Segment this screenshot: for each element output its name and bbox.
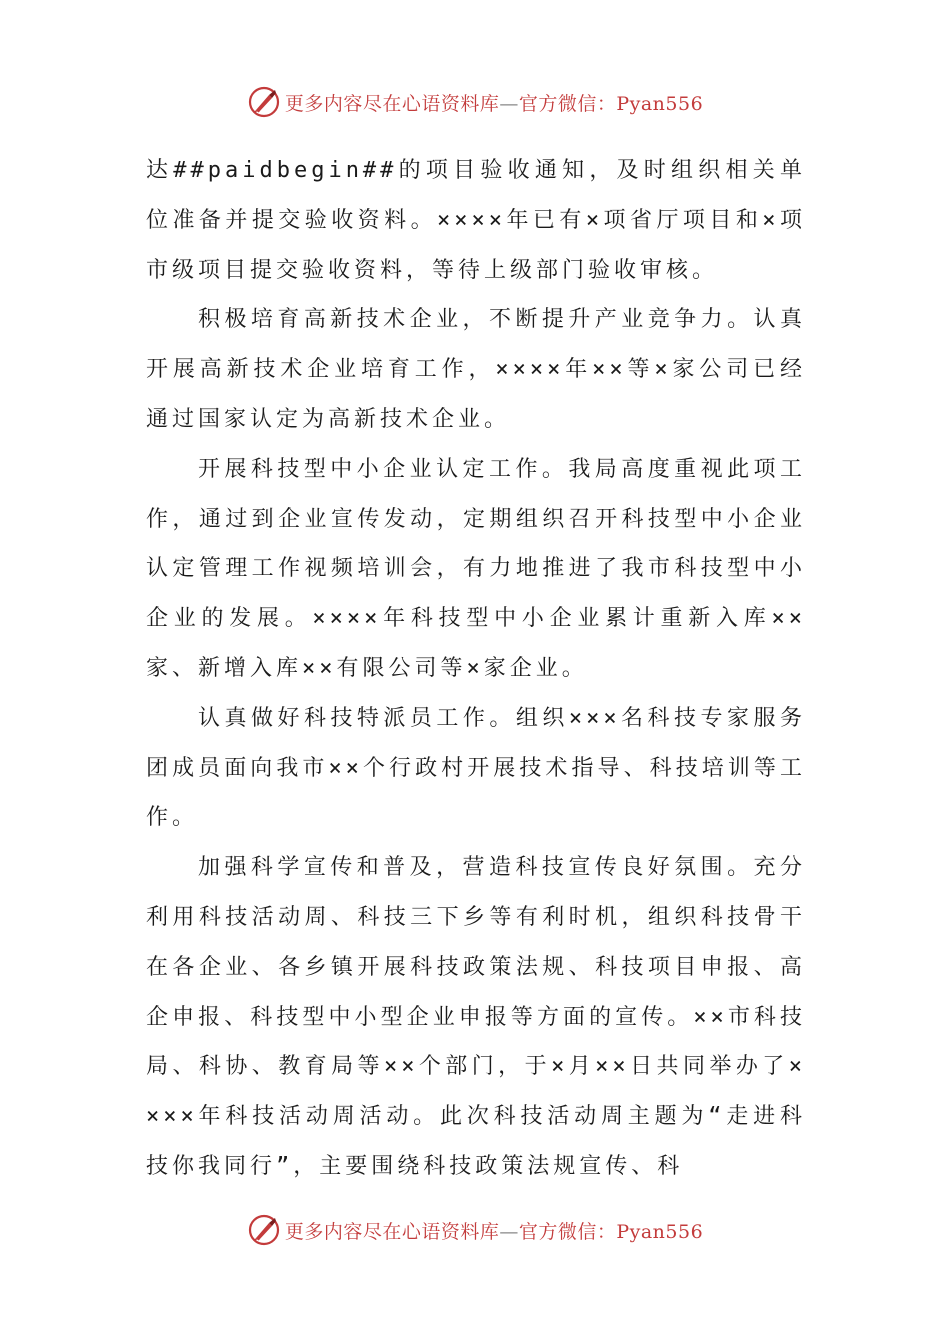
document-body [146,146,806,1192]
header-banner [0,82,950,122]
banner-caption [285,1217,703,1244]
banner-wechat-id: 官方微信：Pyan556 [518,92,704,115]
banner-dash: — [499,92,519,115]
quill-pen-seal-icon [247,1213,281,1247]
banner-wechat-id: 官方微信：Pyan556 [518,1220,704,1243]
paragraph-3: 开展科技型中小企业认定工作。我局高度重视此项工作，通过到企业宣传发动，定期组织召开科技型中小企业认定管理工作视频培训会，有力地推进了我市科技型中小企业的发展。××××年科技型中小企业累计重新入库××家、新增入库××有限公司等×家企业。 [146,456,806,681]
banner-dash: — [499,1220,519,1243]
banner-site-name: 更多内容尽在心语资料库 [284,1220,500,1243]
banner-caption [285,89,703,116]
banner-site-name: 更多内容尽在心语资料库 [284,92,500,115]
paragraph-4: 认真做好科技特派员工作。组织×××名科技专家服务团成员面向我市××个行政村开展技术指导、科技培训等工作。 [146,705,806,831]
paragraph-2: 积极培育高新技术企业，不断提升产业竞争力。认真开展高新技术企业培育工作，××××年××等×家公司已经通过国家认定为高新技术企业。 [146,307,806,432]
quill-pen-seal-icon [247,85,281,119]
paragraph-5: 加强科学宣传和普及，营造科技宣传良好氛围。充分利用科技活动周、科技三下乡等有利时机，组织科技骨干在各企业、各乡镇开展科技政策法规、科技项目申报、高企申报、科技型中小型企业申报等方面的宣传。××市科技局、科协、教育局等××个部门，于×月××日共同举办了××××年科技活动周活动。此次科技活动周主题为“走进科技你我同行”，主要围绕科技政策法规宣传、科 [146,855,806,1179]
paragraph-1: 达##paidbegin##的项目验收通知，及时组织相关单位准备并提交验收资料。××××年已有×项省厅项目和×项市级项目提交验收资料，等待上级部门验收审核。 [146,158,806,283]
footer-banner [0,1210,950,1250]
